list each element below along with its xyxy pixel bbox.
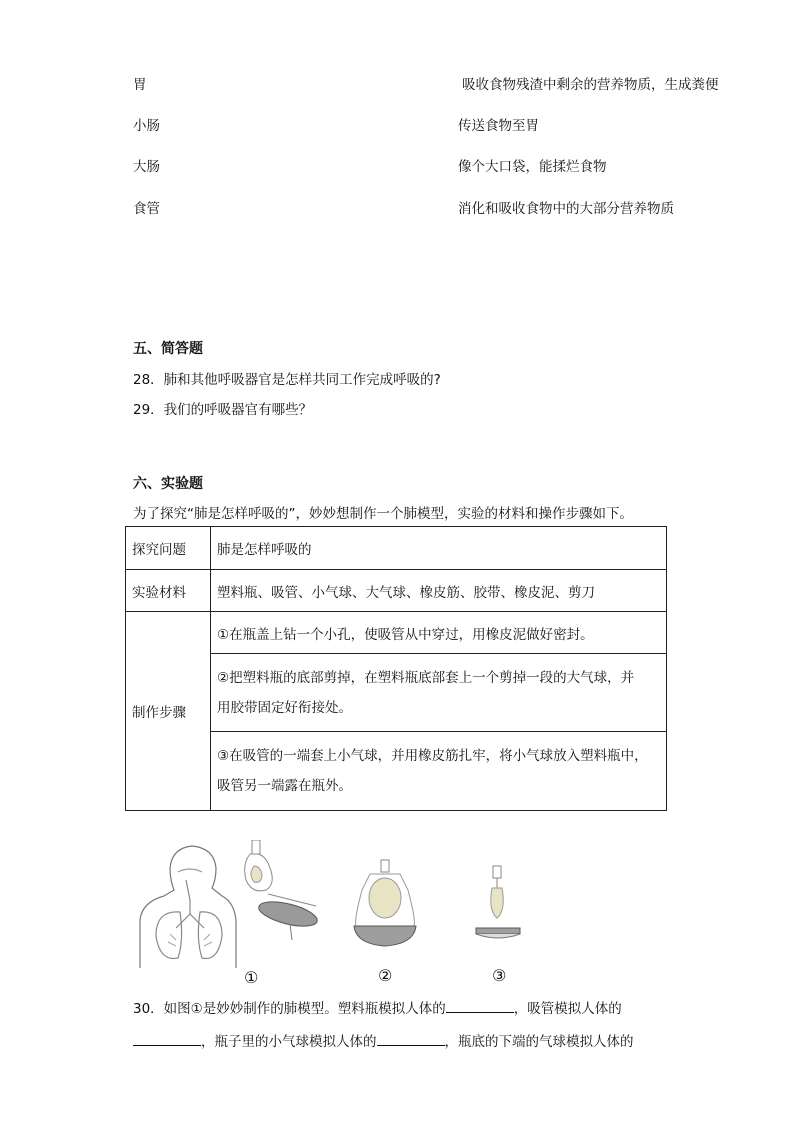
match-right-3: 像个大口袋，能揉烂食物 xyxy=(458,159,607,175)
model-2-illustration xyxy=(354,860,416,946)
model-1-illustration xyxy=(245,840,320,940)
step-3-line-2: 吸管另一端露在瓶外。 xyxy=(217,778,352,794)
step-2-line-1: ②把塑料瓶的底部剪掉，在塑料瓶底部套上一个剪掉一段的大气球，并 xyxy=(217,669,635,686)
answer-blank-1[interactable] xyxy=(446,998,514,1013)
match-right-1: 吸收食物残渣中剩余的营养物质，生成粪便 xyxy=(462,77,719,93)
q30-text-4: ，瓶底的下端的气球模拟人体的 xyxy=(444,1034,634,1050)
match-left-2: 小肠 xyxy=(133,118,160,134)
match-right-4: 消化和吸收食物中的大部分营养物质 xyxy=(458,201,674,217)
experiment-intro: 为了探究“肺是怎样呼吸的”，妙妙想制作一个肺模型，实验的材料和操作步骤如下。 xyxy=(133,506,633,522)
match-right-2: 传送食物至胃 xyxy=(458,118,539,134)
q30-text-1: 30．如图①是妙妙制作的肺模型。塑料瓶模拟人体的 xyxy=(133,1001,446,1017)
match-left-4: 食管 xyxy=(133,201,160,217)
match-left-1: 胃 xyxy=(133,77,147,93)
question-29: 29．我们的呼吸器官有哪些？ xyxy=(133,402,313,418)
experiment-table xyxy=(125,526,667,811)
answer-blank-3[interactable] xyxy=(377,1031,445,1046)
question-28: 28．肺和其他呼吸器官是怎样共同工作完成呼吸的? xyxy=(133,372,441,388)
question-30-line-1 xyxy=(133,997,622,1017)
label-materials: 实验材料 xyxy=(126,570,211,612)
figure-label-3: ③ xyxy=(492,966,507,985)
step-2 xyxy=(211,654,667,732)
model-3-illustration xyxy=(476,866,520,938)
label-question: 探究问题 xyxy=(126,527,211,570)
lung-model-figure xyxy=(130,840,550,990)
figure-label-2: ② xyxy=(378,966,393,985)
answer-blank-2[interactable] xyxy=(133,1031,201,1046)
step-3-line-1: ③在吸管的一端套上小气球，并用橡皮筋扎牢，将小气球放入塑料瓶中， xyxy=(217,748,648,764)
match-left-3: 大肠 xyxy=(133,159,160,175)
value-materials: 塑料瓶、吸管、小气球、大气球、橡皮筋、胶带、橡皮泥、剪刀 xyxy=(211,570,667,612)
step-1: ①在瓶盖上钻一个小孔，使吸管从中穿过，用橡皮泥做好密封。 xyxy=(211,612,667,654)
q30-text-2: ，吸管模拟人体的 xyxy=(513,1001,622,1017)
section6-title: 六、实验题 xyxy=(133,476,203,492)
value-question: 肺是怎样呼吸的 xyxy=(211,527,667,570)
q30-text-3: ，瓶子里的小气球模拟人体的 xyxy=(201,1034,377,1050)
figure-label-1: ① xyxy=(244,968,259,987)
label-steps: 制作步骤 xyxy=(126,612,211,811)
section5-title: 五、简答题 xyxy=(133,341,203,357)
step-2-line-2: 用胶带固定好衔接处。 xyxy=(217,699,352,716)
step-3 xyxy=(211,732,667,811)
question-30-line-2 xyxy=(133,1030,634,1050)
human-torso-illustration xyxy=(140,846,236,968)
